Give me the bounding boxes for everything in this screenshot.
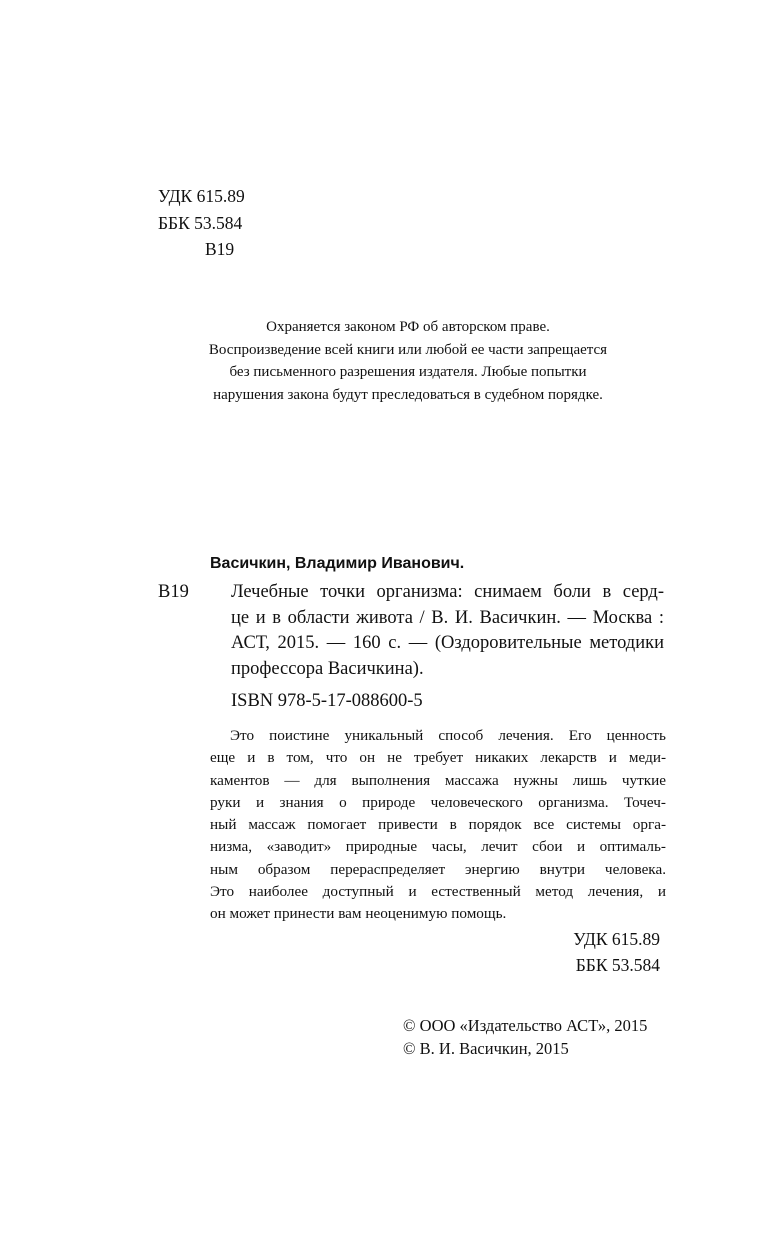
description-line: АСТ, 2015. — 160 с. — (Оздоровительные методики bbox=[231, 633, 664, 653]
udk-code: УДК 615.89 bbox=[158, 186, 245, 206]
notice-line: нарушения закона будут преследоваться в судебном порядке. bbox=[213, 386, 603, 403]
annotation-line: он может принести вам неоценимую помощь. bbox=[210, 905, 507, 923]
entry-description bbox=[231, 580, 664, 682]
udk-code: УДК 615.89 bbox=[573, 928, 660, 949]
description-line: Лечебные точки организма: снимаем боли в серд- bbox=[231, 582, 664, 602]
entry-code: В19 bbox=[158, 582, 189, 602]
description-line: це и в области живота / В. И. Васичкин. — Москва : bbox=[231, 607, 664, 628]
copyright-notice bbox=[150, 316, 666, 406]
catalog-entry bbox=[158, 580, 664, 682]
annotation-line: еще и в том, что он не требует никаких лекарств и меди- bbox=[210, 749, 666, 767]
author-mark: В19 bbox=[205, 239, 235, 259]
isbn: ISBN 978-5-17-088600-5 bbox=[231, 691, 423, 711]
author-copyright: © В. И. Васичкин, 2015 bbox=[403, 1038, 569, 1058]
description-line: профессора Васичкина). bbox=[231, 658, 424, 679]
notice-line: Охраняется законом РФ об авторском праве. bbox=[266, 319, 550, 335]
annotation-line: низма, «заводит» природные часы, лечит сбои и оптималь- bbox=[210, 838, 666, 856]
annotation-line: ный массаж помогает привести в порядок все системы орга- bbox=[210, 816, 666, 834]
classification-codes bbox=[158, 183, 245, 263]
annotation bbox=[210, 725, 666, 926]
annotation-line: Это наиболее доступный и естественный метод лечения, и bbox=[210, 883, 666, 901]
annotation-line: Это поистине уникальный способ лечения. Его ценность bbox=[230, 727, 666, 744]
notice-line: Воспроизведение всей книги или любой ее части запрещается bbox=[208, 341, 608, 358]
notice-line: без письменного разрешения издателя. Любые попытки bbox=[229, 364, 587, 380]
annotation-line: каментов — для выполнения массажа нужны лишь чуткие bbox=[210, 771, 666, 789]
annotation-line: руки и знания о природе человеческого организма. Точеч- bbox=[210, 793, 666, 811]
index-codes bbox=[158, 926, 660, 979]
bbk-code: ББК 53.584 bbox=[575, 955, 660, 976]
author-heading: Васичкин, Владимир Иванович. bbox=[210, 555, 465, 572]
annotation-line: ным образом перераспределяет энергию внутри человека. bbox=[210, 860, 666, 878]
copyright-rights bbox=[403, 1015, 647, 1060]
bibliographic-record bbox=[158, 552, 664, 979]
bbk-code: ББК 53.584 bbox=[158, 212, 243, 233]
publisher-copyright: © ООО «Издательство АСТ», 2015 bbox=[403, 1016, 648, 1035]
